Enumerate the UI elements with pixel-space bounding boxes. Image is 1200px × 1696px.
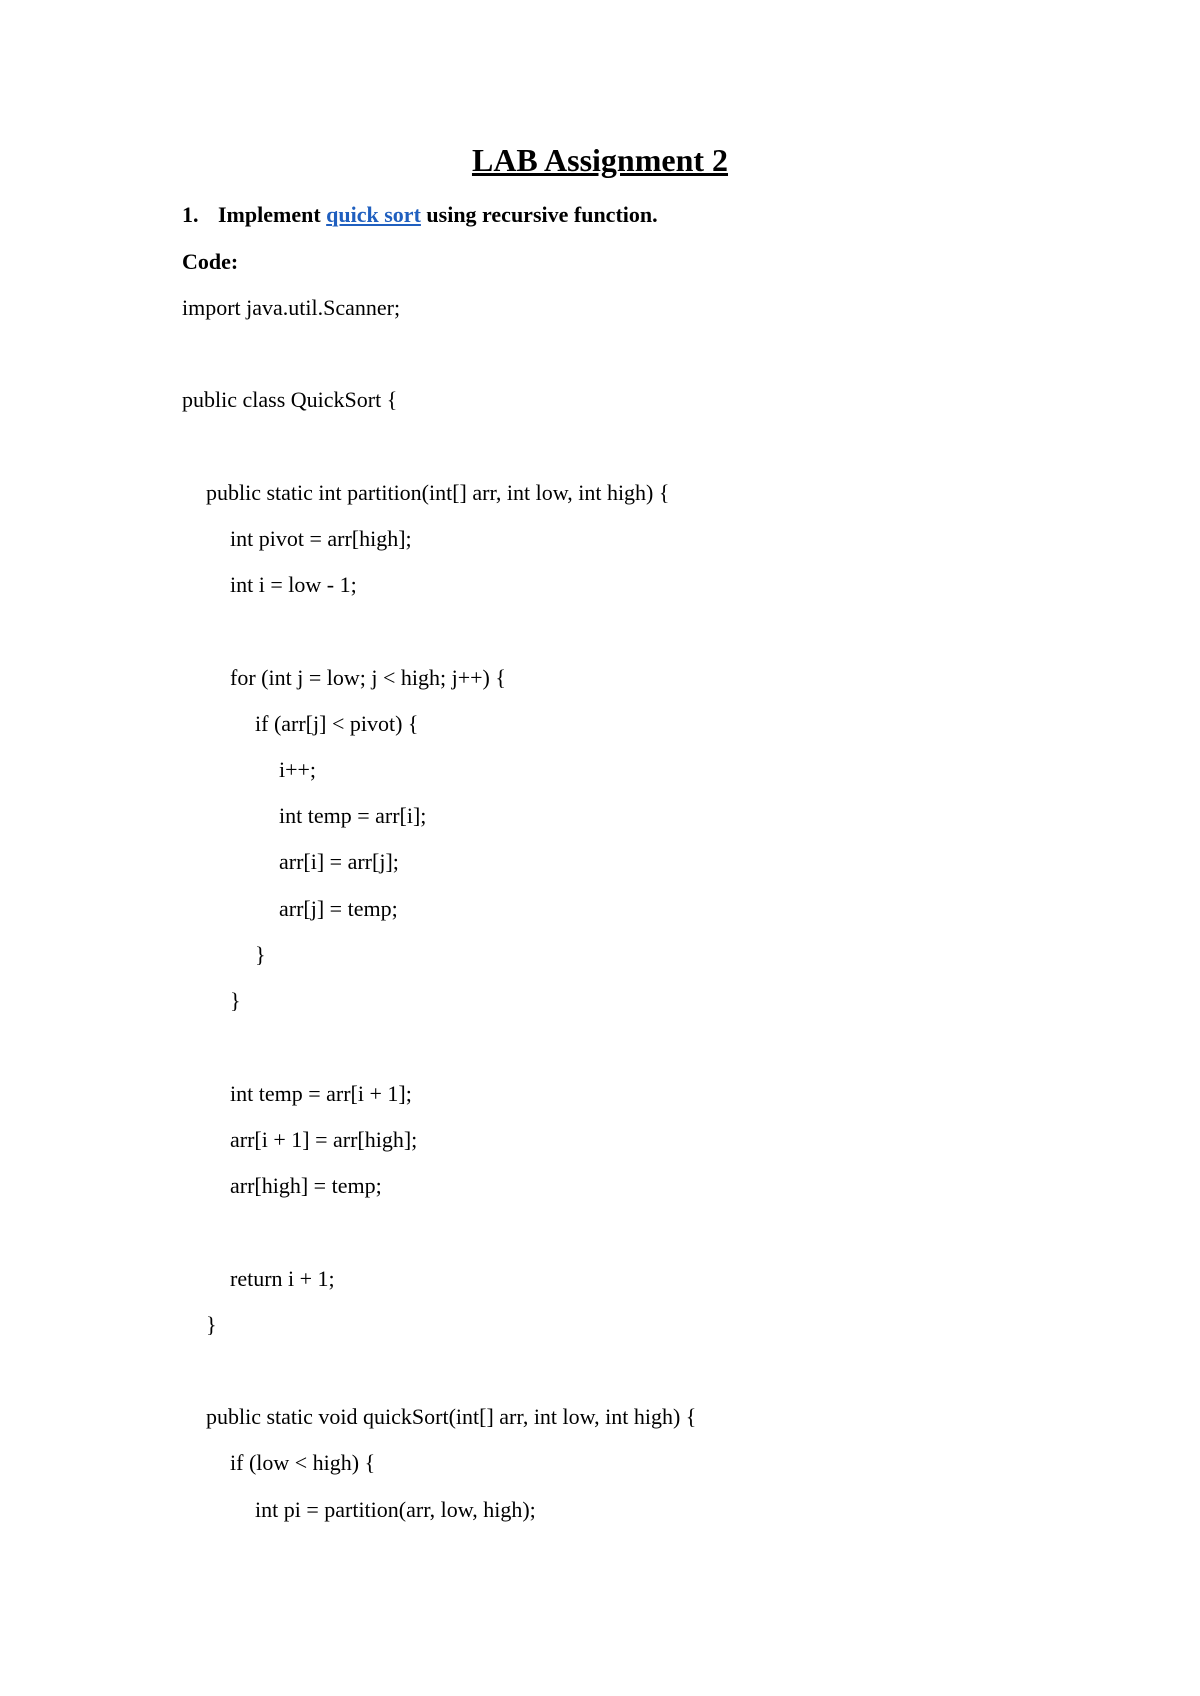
code-line: arr[j] = temp;: [279, 896, 398, 921]
code-line: }: [255, 942, 266, 967]
code-label: Code:: [182, 249, 239, 274]
code-line: int temp = arr[i];: [279, 803, 427, 828]
code-line: if (arr[j] < pivot) {: [255, 711, 419, 736]
code-line: public static int partition(int[] arr, int low, int high) {: [206, 480, 670, 505]
question-number: 1.: [182, 202, 199, 227]
code-line: }: [206, 1312, 217, 1337]
code-line: public static void quickSort(int[] arr, int low, int high) {: [206, 1404, 697, 1429]
code-line: for (int j = low; j < high; j++) {: [230, 665, 506, 690]
code-line: arr[i + 1] = arr[high];: [230, 1127, 418, 1152]
code-line: if (low < high) {: [230, 1450, 376, 1475]
code-line: int temp = arr[i + 1];: [230, 1081, 412, 1106]
code-line: int pi = partition(arr, low, high);: [255, 1497, 536, 1522]
code-line: int pivot = arr[high];: [230, 526, 412, 551]
code-line: int i = low - 1;: [230, 572, 357, 597]
code-line: public class QuickSort {: [182, 387, 398, 412]
question-text-before-link: Implement: [218, 202, 327, 227]
question-1: [182, 201, 658, 229]
quick-sort-link[interactable]: quick sort: [326, 202, 421, 227]
question-text-after-link: using recursive function.: [420, 202, 658, 227]
code-line: import java.util.Scanner;: [182, 295, 401, 320]
code-line: arr[i] = arr[j];: [279, 849, 399, 874]
page-title: LAB Assignment 2: [471, 142, 729, 178]
code-line: }: [230, 988, 241, 1013]
code-line: return i + 1;: [230, 1266, 335, 1291]
code-line: i++;: [279, 757, 317, 782]
code-line: arr[high] = temp;: [230, 1173, 382, 1198]
